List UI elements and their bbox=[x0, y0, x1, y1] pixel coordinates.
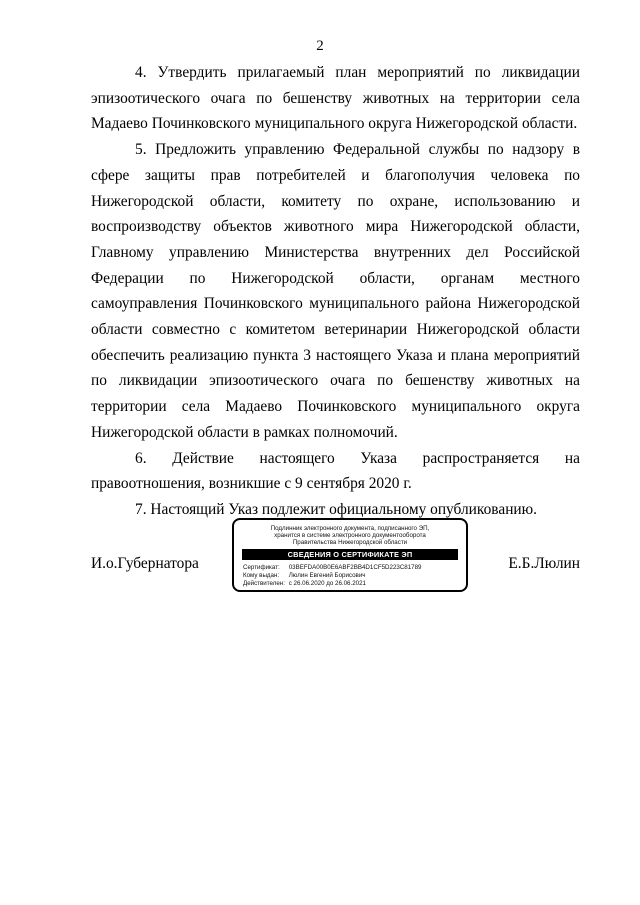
valid-row bbox=[243, 580, 460, 588]
paragraph-5: 5. Предложить управлению Федеральной службы по надзору в сфере защиты прав потребителей и благополучия человека по Нижегородской области, комитету по охране, использованию и воспроизводству объектов животного мира Нижегородской области, Главному управлению Министерства внутренних дел Российской Федерации по Нижегородской области, органам местного самоуправления Починковского муниципального района Нижегородской области совместно с комитетом ветеринарии Нижегородской области обеспечить реализацию пункта 3 настоящего Указа и плана мероприятий по ликвидации эпизоотического очага по бешенству животных на территории села Мадаево Починковского муниципального округа Нижегородской области в рамках полномочий. bbox=[91, 141, 580, 441]
issued-to-value: Люлин Евгений Борисович bbox=[288, 572, 366, 579]
electronic-signature-stamp bbox=[232, 518, 468, 592]
paragraph-7: 7. Настоящий Указ подлежит официальному опубликованию. bbox=[135, 500, 538, 518]
paragraph-4: 4. Утвердить прилагаемый план мероприятий по ликвидации эпизоотического очага по бешенству животных на территории села Мадаево Починковского муниципального округа Нижегородской области. bbox=[91, 64, 580, 133]
signatory-name: Е.Б.Люлин bbox=[508, 555, 580, 572]
certificate-label: Сертификат: bbox=[243, 564, 280, 571]
valid-label: Действителен: bbox=[243, 580, 285, 587]
certificate-row bbox=[243, 564, 460, 572]
stamp-notice-line: Подлинник электронного документа, подписанного ЭП, bbox=[270, 525, 430, 532]
paragraph-6: 6. Действие настоящего Указа распространяется на правоотношения, возникшие с 9 сентября 2020 г. bbox=[91, 449, 580, 493]
stamp-notice-line: хранится в системе электронного документооборота bbox=[274, 532, 426, 540]
stamp-header: СВЕДЕНИЯ О СЕРТИФИКАТЕ ЭП bbox=[242, 549, 458, 560]
stamp-notice bbox=[240, 525, 460, 547]
stamp-details bbox=[243, 564, 460, 588]
issued-to-row bbox=[243, 572, 460, 580]
certificate-value: 03BEFDA00B0E6ABF2BB4D1CF5D223C81789 bbox=[288, 564, 422, 571]
document-body bbox=[91, 60, 580, 523]
stamp-notice-line: Правительства Нижегородской области bbox=[292, 539, 408, 547]
signatory-title: И.о.Губернатора bbox=[91, 555, 199, 572]
issued-to-label: Кому выдан: bbox=[243, 572, 280, 579]
page-number: 2 bbox=[316, 38, 324, 54]
valid-value: с 26.06.2020 до 26.06.2021 bbox=[288, 580, 366, 587]
